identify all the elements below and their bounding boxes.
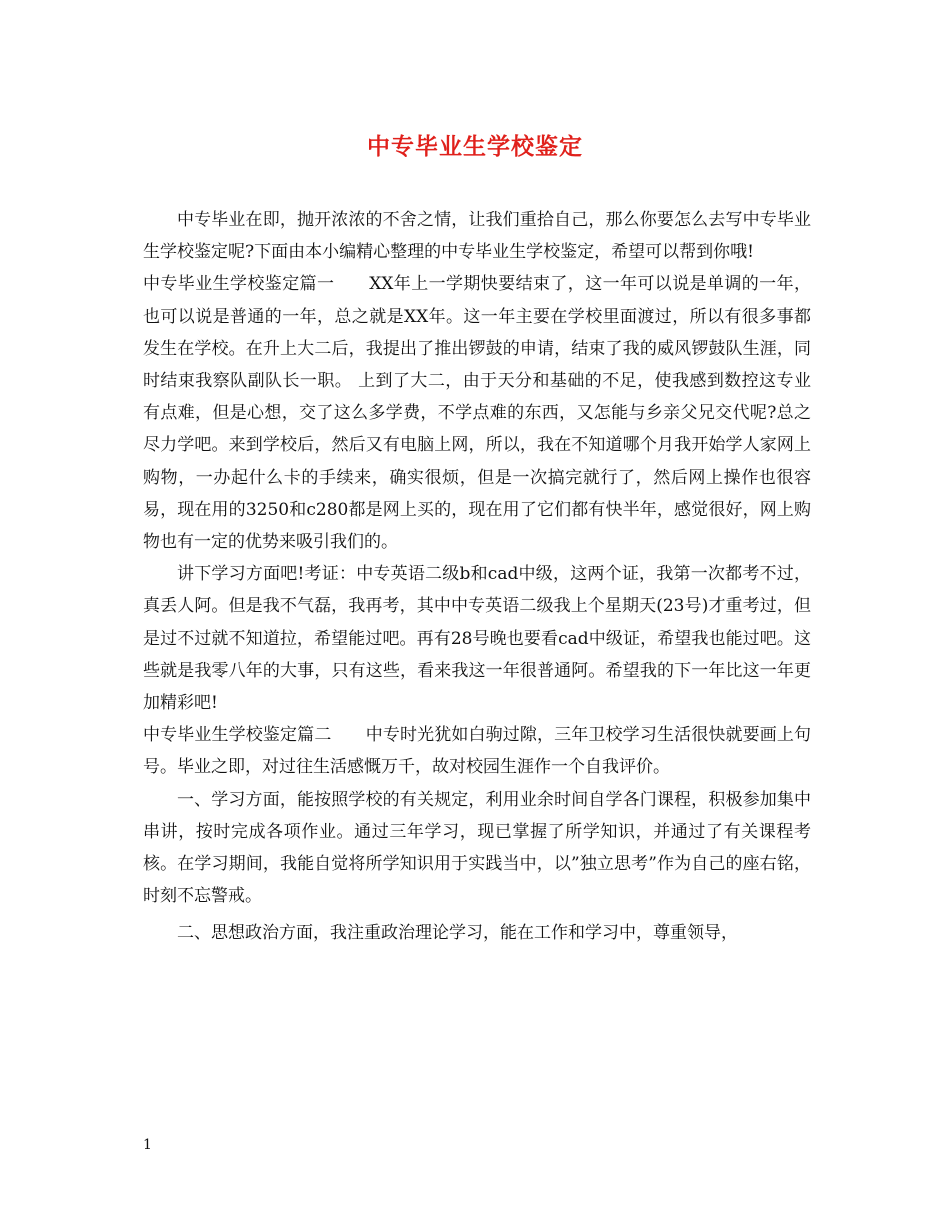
document-body [143, 204, 811, 950]
document-title: 中专毕业生学校鉴定 [367, 133, 583, 160]
paragraph-learning: 一、学习方面，能按照学校的有关规定，利用业余时间自学各门课程，积极参加集中串讲，按时完成各项作业。通过三年学习，现已掌握了所学知识，并通过了有关课程考核。在学习期间，我能自觉将所学知识用于实践当中，以”独立思考”作为自己的座右铭，时刻不忘警戒。 [143, 789, 811, 907]
paragraph-section-one: 中专毕业生学校鉴定篇一 XX年上一学期快要结束了，这一年可以说是单调的一年，也可以说是普通的一年，总之就是XX年。这一年主要在学校里面渡过，所以有很多事都发生在学校。在升上大二后，我提出了推出锣鼓的申请，结束了我的威风锣鼓队生涯，同时结束我察队副队长一职。 上到了大二，由于天分和基础的不足，使我感到数控这专业有点难，但是心想，交了这么多学费，不学点难的东西，又怎能与乡亲父兄交代呢?总之尽力学吧。来到学校后，然后又有电脑上网，所以，我在不知道哪个月我开始学人家网上购物，一办起什么卡的手续来，确实很烦，但是一次搞完就行了，然后网上操作也很容易，现在用的3250和c280都是网上买的，现在用了它们都有快半年，感觉很好，网上购物也有一定的优势来吸引我们的。 [143, 274, 811, 553]
paragraph-intro: 中专毕业在即，抛开浓浓的不舍之情，让我们重拾自己，那么你要怎么去写中专毕业生学校鉴定呢?下面由本小编精心整理的中专毕业生学校鉴定，希望可以帮到你哦! [143, 210, 811, 263]
page-number: 1 [143, 1137, 152, 1153]
paragraph-study: 讲下学习方面吧!考证：中专英语二级b和cad中级，这两个证，我第一次都考不过，真丢人阿。但是我不气磊，我再考，其中中专英语二级我上个星期天(23号)才重考过，但是过不过就不知道拉，希望能过吧。再有28号晚也要看cad中级证，希望我也能过吧。这些就是我零八年的大事，只有这些，看来我这一年很普通阿。希望我的下一年比这一年更加精彩吧! [143, 564, 811, 714]
paragraph-section-two: 中专毕业生学校鉴定篇二 中专时光犹如白驹过隙，三年卫校学习生活很快就要画上句号。毕业之即，对过往生活感慨万千，故对校园生涯作一个自我评价。 [143, 725, 811, 778]
paragraph-politics: 二、思想政治方面，我注重政治理论学习，能在工作和学习中，尊重领导， [177, 923, 738, 944]
